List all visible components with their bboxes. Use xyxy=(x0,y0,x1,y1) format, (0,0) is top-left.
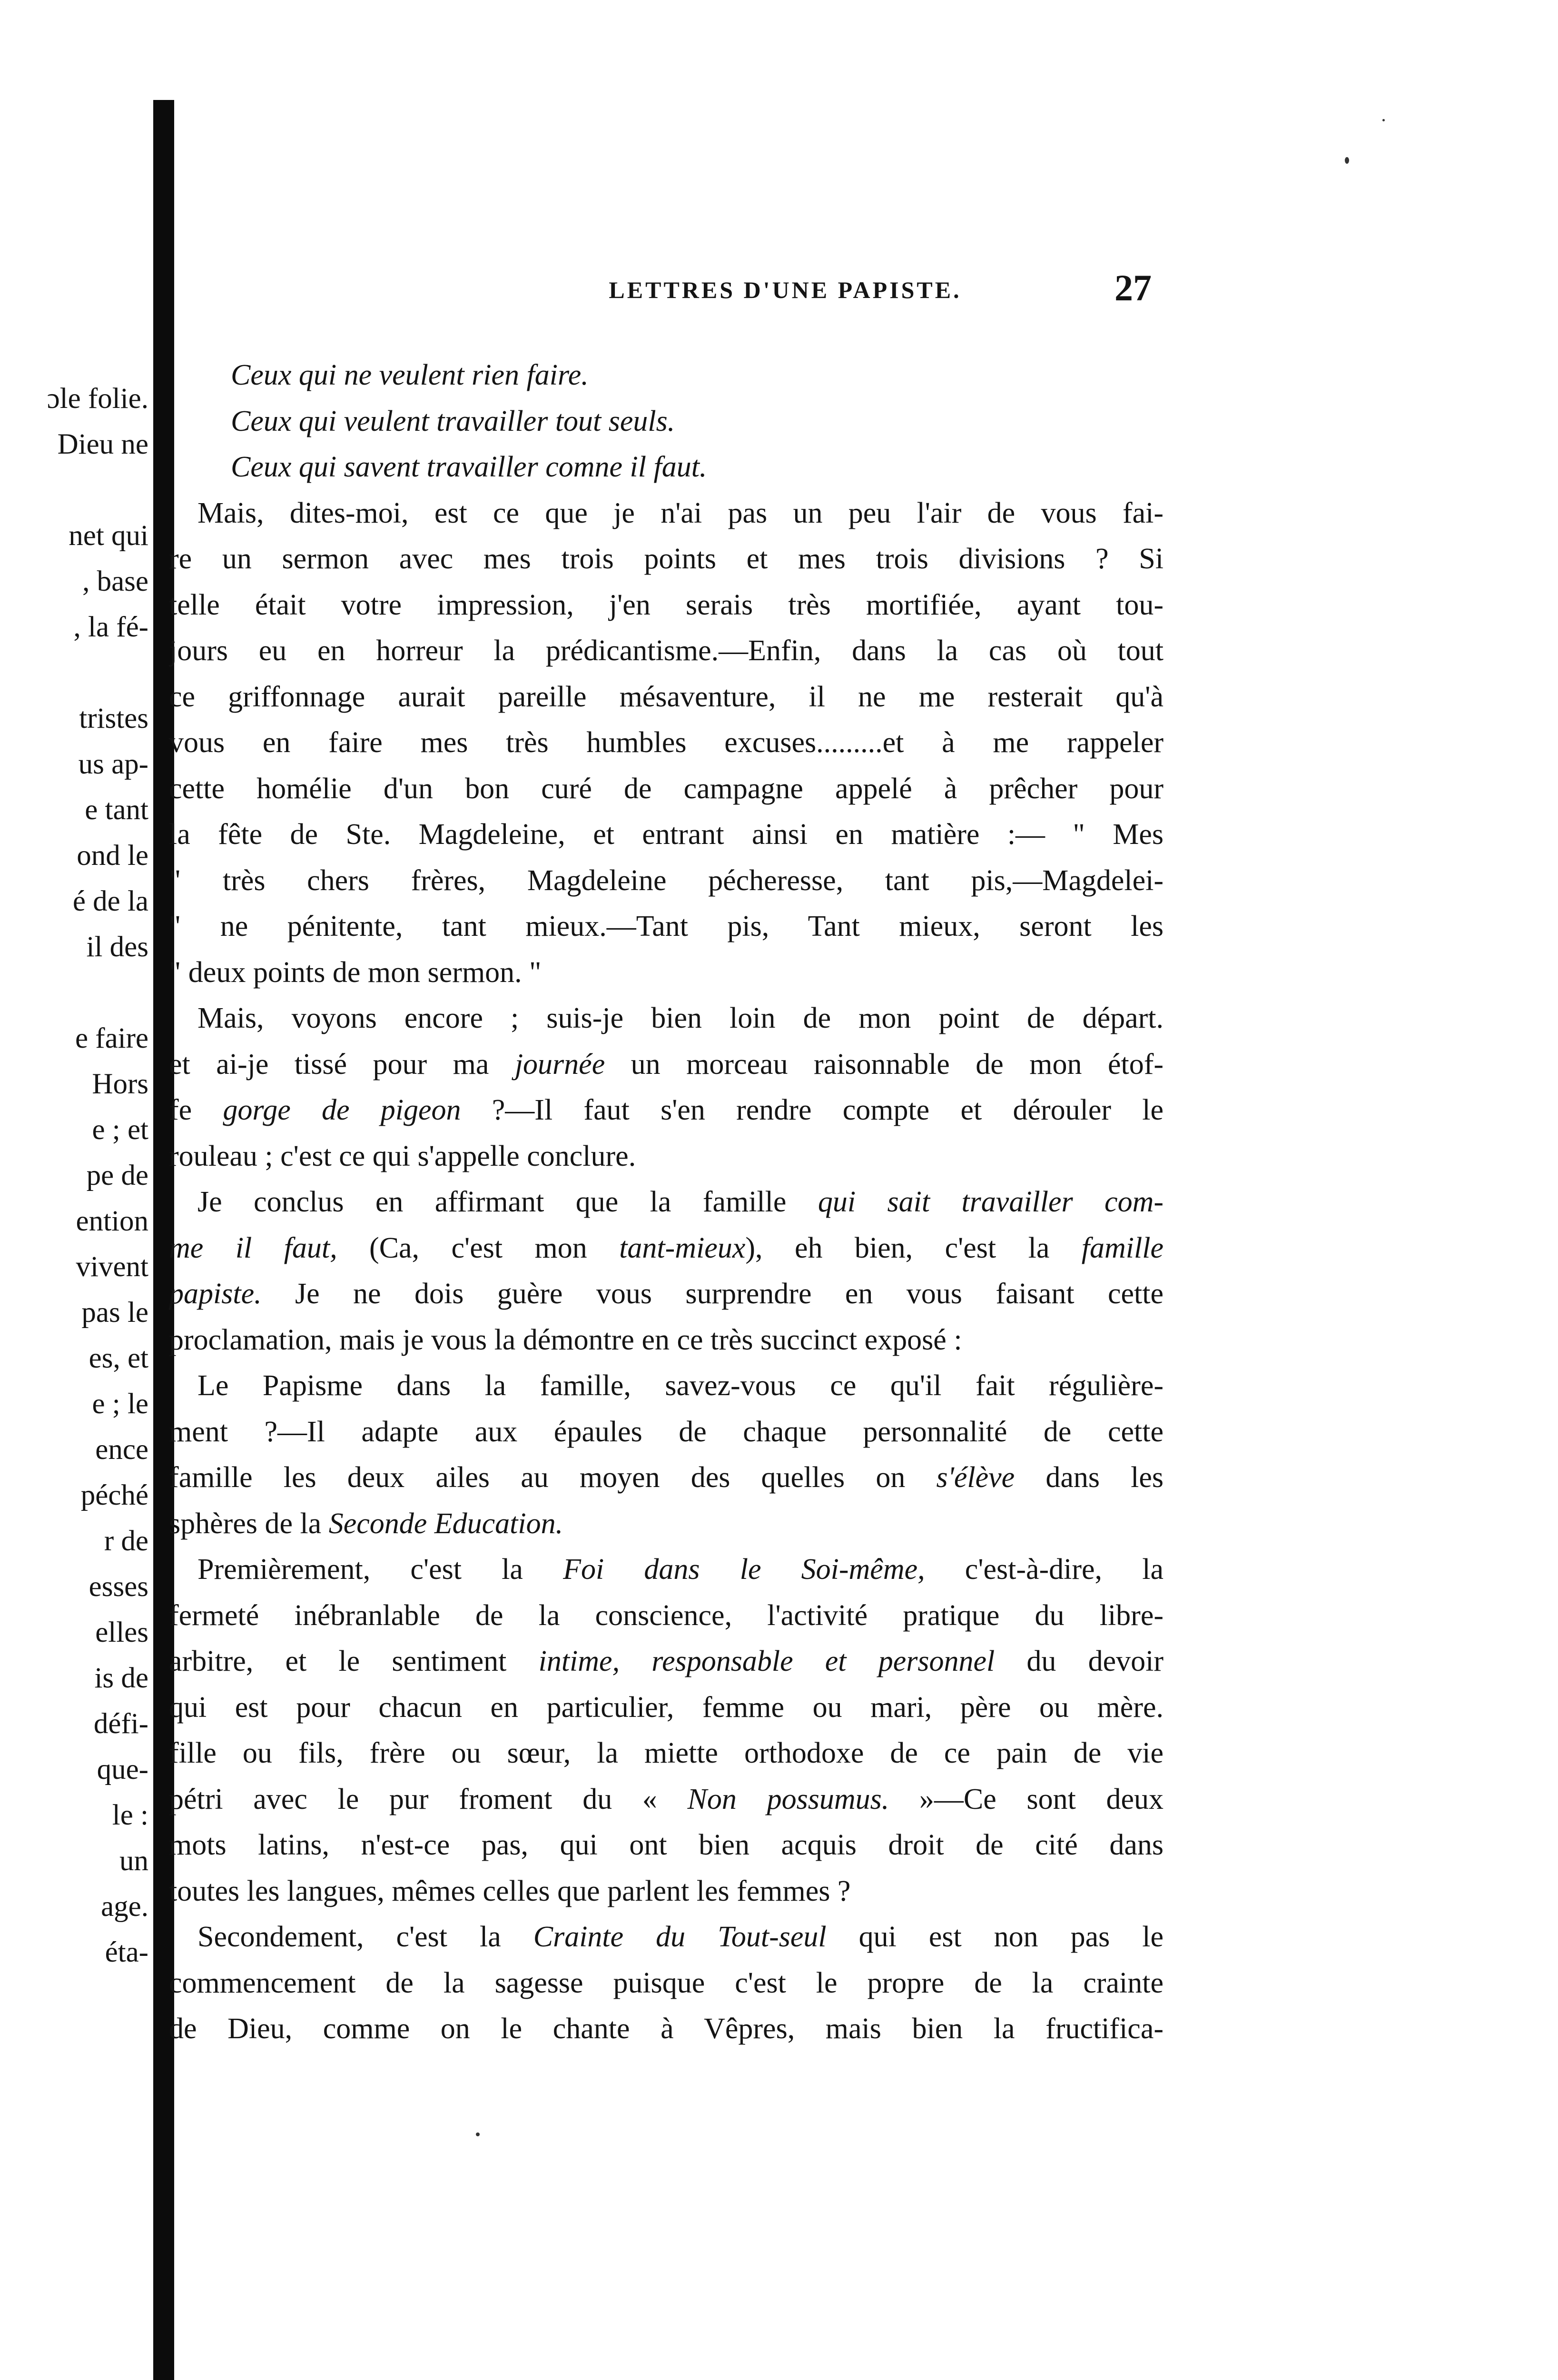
text-line xyxy=(169,950,1164,996)
text-line xyxy=(169,1638,1164,1685)
running-header: LETTRES D'UNE PAPISTE. xyxy=(609,277,962,303)
text-line xyxy=(169,536,1164,582)
facing-page-line: Dieu ne xyxy=(57,428,148,460)
text-run: rouleau ; c'est ce qui s'appelle conclure. xyxy=(169,1140,636,1172)
italic-run: Ceux qui ne veulent rien faire. xyxy=(231,359,589,391)
text-run: de Dieu, comme on le chante à Vêpres, mais bien la fructifica- xyxy=(169,2013,1164,2045)
text-line xyxy=(169,1593,1164,1639)
italic-run: qui sait travailler com- xyxy=(818,1186,1164,1218)
facing-page-line: e tant xyxy=(85,794,148,826)
text-run: Mais, voyons encore ; suis-je bien loin de mon point de départ. xyxy=(197,1002,1164,1034)
text-line xyxy=(169,1685,1164,1731)
text-run: commencement de la sagesse puisque c'est le propre de la crainte xyxy=(169,1966,1164,1999)
text-line xyxy=(169,1868,1164,1914)
italic-run: famille xyxy=(1081,1231,1164,1264)
facing-page-line: ond le xyxy=(77,840,148,872)
print-speck xyxy=(1345,157,1349,164)
text-run: Je ne dois guère vous surprendre en vous faisant cette xyxy=(261,1278,1164,1310)
text-run: " ne pénitente, tant mieux.—Tant pis, Tant mieux, seront les xyxy=(169,910,1164,942)
text-line xyxy=(169,766,1164,812)
italic-run: me il faut, xyxy=(169,1231,337,1264)
text-line xyxy=(169,1960,1164,2006)
page-number: 27 xyxy=(1114,267,1152,308)
facing-page-line: elles xyxy=(95,1616,148,1648)
facing-page-line: vivent xyxy=(76,1251,148,1283)
text-run: c'est-à-dire, la xyxy=(925,1553,1164,1586)
italic-run: Seconde Education. xyxy=(328,1507,563,1540)
facing-page-line: r de xyxy=(104,1525,148,1557)
facing-page-line: is de xyxy=(94,1662,148,1694)
text-run: ), eh bien, c'est la xyxy=(745,1231,1082,1264)
text-run: (Ca, c'est mon xyxy=(337,1231,620,1264)
print-speck xyxy=(476,2132,480,2136)
facing-page-line: il des xyxy=(86,931,148,963)
text-run: Je conclus en affirmant que la famille xyxy=(197,1186,818,1218)
text-run: un morceau raisonnable de mon étof- xyxy=(605,1048,1164,1081)
text-line xyxy=(169,1179,1164,1225)
facing-page-line: péché xyxy=(80,1479,148,1511)
text-run: fe xyxy=(169,1094,223,1126)
facing-page-fragment xyxy=(0,376,148,1975)
text-run: arbitre, et le sentiment xyxy=(169,1645,539,1677)
italic-run: papiste. xyxy=(169,1278,262,1310)
text-run: Premièrement, c'est la xyxy=(197,1553,563,1586)
text-run: Le Papisme dans la famille, savez-vous ce qu'il fait régulière- xyxy=(197,1369,1164,1402)
italic-run: Non possumus. xyxy=(687,1783,889,1815)
text-run: cette homélie d'un bon curé de campagne appelé à prêcher pour xyxy=(169,772,1164,805)
facing-page-line: que- xyxy=(97,1754,148,1785)
text-line xyxy=(169,1822,1164,1868)
facing-page-line: é de la xyxy=(72,885,148,917)
text-run: proclamation, mais je vous la démontre en ce très succinct exposé : xyxy=(169,1323,962,1356)
text-line xyxy=(169,490,1164,536)
text-line xyxy=(169,398,1164,445)
text-run: vous en faire mes très humbles excuses.........et à me rappeler xyxy=(169,726,1164,759)
text-run: »—Ce sont deux xyxy=(889,1783,1164,1815)
text-line xyxy=(169,582,1164,628)
text-line xyxy=(169,720,1164,766)
italic-run: Ceux qui veulent travailler tout seuls. xyxy=(231,405,675,437)
print-speck xyxy=(1382,119,1385,121)
facing-page-line: le : xyxy=(112,1799,148,1831)
facing-page-line: net qui xyxy=(69,520,148,552)
text-run: ?—Il faut s'en rendre compte et dérouler le xyxy=(461,1094,1164,1126)
text-run: ce griffonnage aurait pareille mésaventure, il ne me resterait qu'à xyxy=(169,680,1164,713)
text-line xyxy=(169,352,1164,398)
text-line xyxy=(169,995,1164,1041)
facing-page-line xyxy=(0,650,148,696)
text-line xyxy=(169,1133,1164,1180)
facing-page-line: e ; le xyxy=(92,1388,148,1420)
text-run: qui est non pas le xyxy=(826,1921,1164,1953)
facing-page-line: ence xyxy=(95,1434,148,1466)
text-line xyxy=(169,1041,1164,1088)
text-run: telle était votre impression, j'en serais très mortifiée, ayant tou- xyxy=(169,588,1164,621)
facing-page-line: us ap- xyxy=(78,748,148,780)
text-run: du devoir xyxy=(995,1645,1164,1677)
text-run: toutes les langues, mêmes celles que parlent les femmes ? xyxy=(169,1874,851,1907)
facing-page-line: tristes xyxy=(79,703,148,734)
facing-page-line: pe de xyxy=(86,1160,148,1191)
text-run: " deux points de mon sermon. " xyxy=(169,956,542,989)
text-line xyxy=(169,1271,1164,1317)
text-line xyxy=(169,444,1164,490)
page-body-text xyxy=(169,352,1164,2052)
facing-page-line: es, et xyxy=(89,1342,148,1374)
text-line xyxy=(169,812,1164,858)
text-line xyxy=(169,2006,1164,2052)
facing-page-line: défi- xyxy=(93,1708,148,1740)
italic-run: Crainte du Tout-seul xyxy=(533,1921,827,1953)
text-line xyxy=(169,1317,1164,1363)
text-line xyxy=(169,1363,1164,1409)
italic-run: gorge de pigeon xyxy=(223,1094,461,1126)
facing-page-line: pas le xyxy=(81,1297,148,1329)
text-line xyxy=(169,674,1164,720)
italic-run: intime, responsable et personnel xyxy=(538,1645,995,1677)
text-line xyxy=(169,1409,1164,1455)
text-run: qui est pour chacun en particulier, femme ou mari, père ou mère. xyxy=(169,1691,1164,1724)
text-run: Mais, dites-moi, est ce que je n'ai pas un peu l'air de vous fai- xyxy=(197,496,1164,529)
facing-page-line: ɔle folie. xyxy=(47,383,148,415)
facing-page-line: e ; et xyxy=(92,1114,148,1146)
facing-page-line: ention xyxy=(76,1205,148,1237)
text-line xyxy=(169,1914,1164,1960)
text-line xyxy=(169,858,1164,904)
facing-page-line: e faire xyxy=(75,1022,148,1054)
text-line xyxy=(169,1730,1164,1776)
text-run: la fête de Ste. Magdeleine, et entrant ainsi en matière :— " Mes xyxy=(169,818,1164,851)
text-run: " très chers frères, Magdeleine pécheresse, tant pis,—Magdelei- xyxy=(169,864,1164,897)
facing-page-line: esses xyxy=(89,1571,148,1603)
text-line xyxy=(169,1087,1164,1133)
text-run: re un sermon avec mes trois points et mes trois divisions ? Si xyxy=(169,543,1164,575)
text-run: famille les deux ailes au moyen des quelles on xyxy=(169,1461,937,1494)
text-run: ment ?—Il adapte aux épaules de chaque personnalité de cette xyxy=(169,1415,1164,1448)
text-run: sphères de la xyxy=(169,1507,329,1540)
italic-run: Ceux qui savent travailler comne il faut. xyxy=(231,451,707,483)
text-run: mots latins, n'est-ce pas, qui ont bien acquis droit de cité dans xyxy=(169,1829,1164,1861)
text-line xyxy=(169,1501,1164,1547)
facing-page-line: éta- xyxy=(105,1936,148,1968)
italic-run: journée xyxy=(514,1048,605,1081)
text-run: fille ou fils, frère ou sœur, la miette orthodoxe de ce pain de vie xyxy=(169,1737,1164,1769)
facing-page-line: un xyxy=(119,1845,148,1877)
italic-run: tant-mieux xyxy=(619,1231,746,1264)
facing-page-line xyxy=(0,970,148,1016)
text-line xyxy=(169,1455,1164,1501)
text-line xyxy=(169,1776,1164,1823)
text-run: et ai-je tissé pour ma xyxy=(169,1048,515,1081)
facing-page-line: age. xyxy=(101,1891,148,1923)
facing-page-line: Hors xyxy=(92,1068,148,1100)
text-run: fermeté inébranlable de la conscience, l'activité pratique du libre- xyxy=(169,1599,1164,1632)
text-line xyxy=(169,1547,1164,1593)
italic-run: Foi dans le Soi-même, xyxy=(563,1553,925,1586)
text-run: dans les xyxy=(1015,1461,1164,1494)
text-line xyxy=(169,628,1164,674)
facing-page-line xyxy=(0,467,148,513)
italic-run: s'élève xyxy=(936,1461,1015,1494)
facing-page-line: , base xyxy=(82,565,148,597)
text-line xyxy=(169,903,1164,950)
text-run: Secondement, c'est la xyxy=(197,1921,533,1953)
text-line xyxy=(169,1225,1164,1271)
facing-page-line: , la fé- xyxy=(73,611,148,643)
text-run: pétri avec le pur froment du « xyxy=(169,1783,688,1815)
text-run: jours eu en horreur la prédicantisme.—Enfin, dans la cas où tout xyxy=(169,635,1164,667)
